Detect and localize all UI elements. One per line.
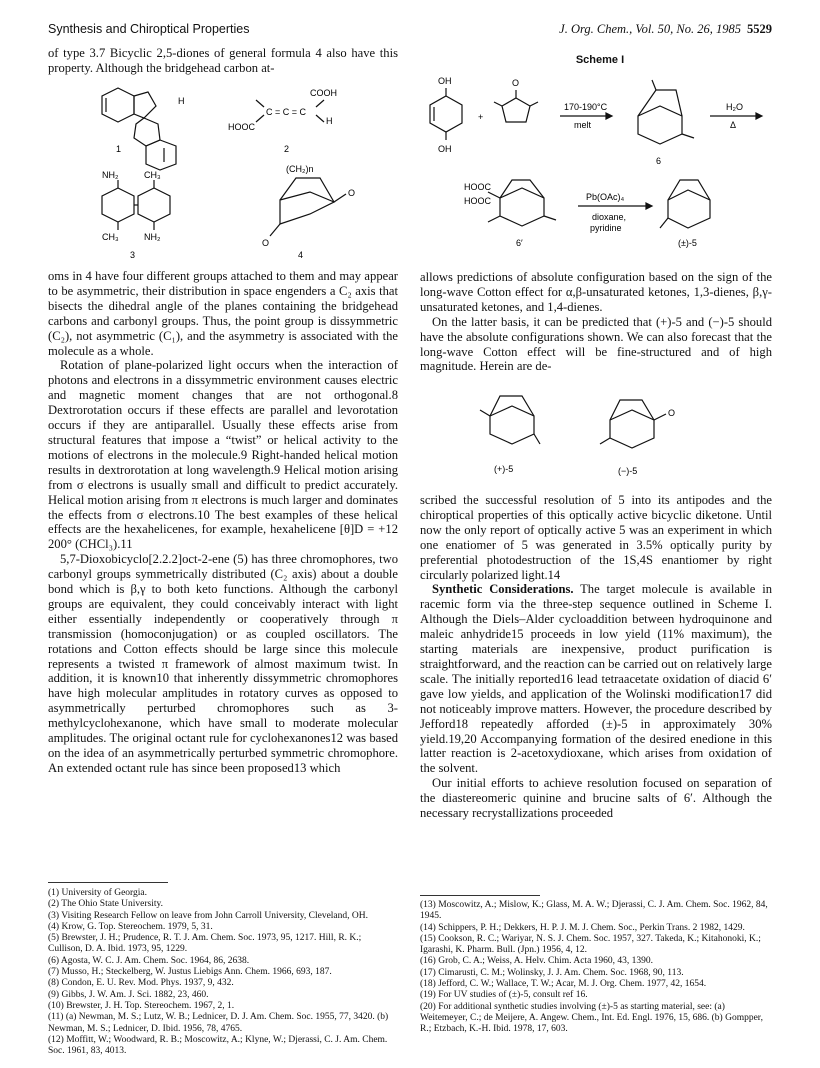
paragraph: Our initial efforts to achieve resolution focused on separation of the diastereomeric quinine and brucine salts of 6′. Although the necessary recrystallizations proceeded: [420, 776, 772, 821]
paragraph: allows predictions of absolute configuration based on the sign of the long-wave Cotton effect for α,β-unsaturated ketones, 1,3-dienes, β,γ-unsaturated ketones, and 1,4-dienes.: [420, 270, 772, 314]
scheme-cond3-top: Pb(OAc)₄: [586, 192, 625, 202]
section-heading: Synthetic Considerations.: [432, 582, 574, 597]
footnote: (1) University of Georgia.: [48, 888, 148, 898]
running-head-citation: [559, 22, 772, 37]
scheme-hooc-2: HOOC: [464, 196, 491, 206]
compound-label-5-racemic: (±)-5: [678, 238, 697, 248]
footnote: (9) Gibbs, J. W. Am. J. Sci. 1882, 23, 460.: [48, 989, 209, 1000]
scheme-o: O: [512, 78, 520, 88]
page-number: 5529: [747, 22, 772, 36]
scheme-hooc-1: HOOC: [464, 182, 491, 192]
compound-label-1: 1: [116, 144, 122, 154]
label-ch3-top: CH₃: [144, 170, 161, 180]
label-ch3-bottom: CH₃: [102, 232, 119, 242]
footnote: (15) Cookson, R. C.; Wariyar, N. S. J. Chem. Soc. 1957, 327. Takeda, K.; Kitahonoki, K.; Igarashi, K. Pharm. Bull. (Jpn.) 1956, 4, 12.: [420, 933, 761, 956]
footnote: (6) Agosta, W. C. J. Am. Chem. Soc. 1964, 86, 2638.: [48, 955, 250, 966]
enantiomers-figure: [470, 386, 720, 482]
label-nh2-bottom: NH₂: [144, 232, 161, 242]
footnote: (12) Moffitt, W.; Woodward, R. B.; Moscowitz, A.; Klyne, W.; Djerassi, C. J. Am. Chem. Soc. 1961, 83, 4013.: [48, 1034, 388, 1057]
structures-1-4-figure: [48, 80, 398, 265]
running-head-title: Synthesis and Chiroptical Properties: [48, 22, 250, 36]
footnote: (5) Brewster, J. H.; Prudence, R. T. J. Am. Chem. Soc. 1973, 95, 1217. Hill, R. K.; Cullison, D. A. Ibid. 1973, 95, 1229.: [48, 933, 362, 955]
footnote: (20) For additional synthetic studies involving (±)-5 as starting material, see: (a) Weitemeyer, C.; de Meijere, A. Angew. Chem., Int. Ed. Engl. 1976, 15, 686. (b) Gompper, R.; Etzbach, K.-H. Ibid. 1978, 17, 603.: [420, 1001, 763, 1035]
footnote: (11) (a) Newman, M. S.; Lutz, W. B.; Lednicer, D. J. Am. Chem. Soc. 1955, 77, 3420. (b) Newman, M. S.; Lednicer, D. Ibid. 1956, 78, 4765.: [48, 1012, 389, 1034]
label-plus-5: (+)-5: [494, 464, 514, 474]
scheme-cond1-top: 170-190°C: [564, 102, 608, 112]
col2-upper: [420, 270, 772, 374]
scheme-title: Scheme I: [575, 54, 625, 66]
paragraph: oms in 4 have four different groups attached to them and may appear to be asymmetric, their distribution in space engenders a C₂ axis that bisects the dihedral angle of the planes containing the bridgehead carbons and carbonyl groups. Thus, the point group is dissymmetric (C₂), not asymmetric (C₁), and the asymmetry is associated with the molecule as a whole.: [48, 269, 398, 358]
paragraph-text: The target molecule is available in racemic form via the three-step sequence outlined in Scheme I. Although the Diels–Alder cycloaddition between hydroquinone and maleic anhydride15 proceeds in low yield (11% maximum), the starting materials are inexpensive, product purification is straightforward, and the reaction can be carried out on relatively large scale. The initially reported16 lead tetraacetate oxidation of diacid 6′ gave low yields, and application of the Wolinski modification17 did not noticeably improve matters. However, the procedure described by Jefford18 repeatedly afforded (±)-5 in approximately 30% yield.19,20 Accompanying formation of the desired enedione in this latter reaction is 2-acetoxydioxane, which arises from oxidation of the solvent.: [420, 582, 772, 776]
label-h-right: H: [326, 116, 333, 126]
scheme-cond1-bottom: melt: [574, 120, 592, 130]
col2-lower: [420, 493, 772, 821]
paragraph: On the latter basis, it can be predicted that (+)-5 and (−)-5 should have the absolute configurations shown. We can also forecast that the long-wave Cotton effect will be fine-structured and of high magnitude. Herein are de-: [420, 314, 772, 374]
compound-label-6: 6: [656, 156, 662, 166]
footnote-rule: [48, 882, 168, 883]
footnote: (13) Moscowitz, A.; Mislow, K.; Glass, M. A. W.; Djerassi, C. J. Am. Chem. Soc. 1962, 84, 1945.: [420, 900, 768, 922]
journal-citation: J. Org. Chem., Vol. 50, No. 26, 1985: [559, 22, 741, 36]
scheme-cond3-bottom1: dioxane,: [592, 212, 627, 222]
compound-label-3: 3: [130, 250, 136, 260]
scheme-oh-top: OH: [438, 76, 452, 86]
scheme-oh-bottom: OH: [438, 144, 452, 154]
footnote: (4) Krow, G. Top. Stereochem. 1979, 5, 31.: [48, 921, 213, 932]
label-o-right: O: [348, 188, 356, 198]
col1-body: [48, 269, 398, 776]
footnote: (2) The Ohio State University.: [48, 899, 164, 910]
footnote: (10) Brewster, J. H. Top. Stereochem. 1967, 2, 1.: [48, 1000, 235, 1011]
label-ch2n: (CH₂)n: [286, 164, 314, 174]
paragraph: 5,7-Dioxobicyclo[2.2.2]oct-2-ene (5) has three chromophores, two carbonyl groups symmetrically distributed (C₂ axis) about a double bond which is β,γ to both keto functions. Although the carbonyl groups are equivalent, they could conceivably interact with light either essentially independently or cooperatively through π transmission (homoconjugation) or as coupled oscillators. The rotations and Cotton effects should be large since this molecule represents a twisted π framework of almost maximum twist. In addition, it is known10 that inherently dissymmetric chromophores have high molecular amplitudes in rotatory curves as opposed to asymmetrically perturbed chromophores such as 3-methylcyclohexanone, which have small to moderate molecular amplitudes. The original octant rule for cyclohexanones12 was based on the idea of an asymmetrically perturbed symmetric chromophore. An extended octant rule has since been proposed13 which: [48, 552, 398, 775]
footnote: (17) Cimarusti, C. M.; Wolinsky, J. J. Am. Chem. Soc. 1968, 90, 113.: [420, 967, 684, 978]
col1-intro: [48, 46, 398, 76]
footnote: (7) Musso, H.; Steckelberg, W. Justus Liebigs Ann. Chem. 1966, 693, 187.: [48, 967, 332, 978]
paragraph: scribed the successful resolution of 5 into its antipodes and the chiroptical properties of this optically active bicyclic diketone. Until now the only report of optically active 5 was an experiment in which one enatiomer of 5 was generated in 3.5% optically purity by preferential photodestruction of the 1S,4S enantiomer by right circularly polarized light.14: [420, 493, 772, 582]
footnotes-left: [48, 888, 398, 1057]
scheme-1-figure: [420, 68, 772, 268]
label-allene: C = C = C: [266, 107, 307, 117]
scheme-cond3-bottom2: pyridine: [590, 223, 622, 233]
footnote: (14) Schippers, P. H.; Dekkers, H. P. J. M. J. Chem. Soc., Perkin Trans. 2 1982, 1429.: [420, 922, 745, 933]
footnote: (19) For UV studies of (±)-5, consult ref 16.: [420, 990, 588, 1001]
scheme-plus: +: [478, 112, 484, 122]
scheme-cond2-bottom: Δ: [730, 120, 737, 130]
footnote: (18) Jefford, C. W.; Wallace, T. W.; Acar, M. J. Org. Chem. 1977, 42, 1654.: [420, 979, 707, 990]
scheme-cond2-top: H₂O: [726, 102, 743, 112]
label-cooh: COOH: [310, 88, 337, 98]
paragraph: [420, 582, 772, 776]
compound-label-4: 4: [298, 250, 304, 260]
label-minus-5: (−)-5: [618, 466, 638, 476]
enantiomer-o: O: [668, 408, 676, 418]
compound-label-2: 2: [284, 144, 290, 154]
footnote-rule: [420, 895, 540, 896]
footnotes-right: [420, 900, 772, 1036]
footnote: (16) Grob, C. A.; Weiss, A. Helv. Chim. Acta 1960, 43, 1390.: [420, 956, 654, 967]
label-o-left: O: [262, 238, 270, 248]
footnote: (3) Visiting Research Fellow on leave from John Carroll University, Cleveland, OH.: [48, 910, 368, 921]
label-nh2-top: NH₂: [102, 170, 119, 180]
label-h-left: H: [178, 96, 185, 106]
compound-label-6-prime: 6′: [516, 238, 523, 248]
label-hooc: HOOC: [228, 122, 255, 132]
footnote: (8) Condon, E. U. Rev. Mod. Phys. 1937, 9, 432.: [48, 978, 234, 989]
paragraph: Rotation of plane-polarized light occurs when the interaction of photons and electrons in a dissymmetric environment causes electric and magnetic moment changes that are not orthogonal.8 Dextrorotation occurs if these effects are parallel and levorotation occurs if they are antiparallel. Usually these effects arise from structural features that impose a “twist” or helical activity to the motions of electrons in the molecule.9 Right-handed helical motion results in dextrorotation at long wavelength.9 Helical motion arising from σ electrons is usually small and difficult to predict accurately. Helical motion arising from π electrons is much larger and dominates the effects from σ electrons.10 The best examples of these helical effects are the hexahelicenes, for example, hexahelicene [θ]D = +12 200° (CHCl₃).11: [48, 358, 398, 552]
intro-text: of type 3.7 Bicyclic 2,5-diones of general formula 4 also have this property. Although the bridgehead carbon at-: [48, 46, 398, 75]
